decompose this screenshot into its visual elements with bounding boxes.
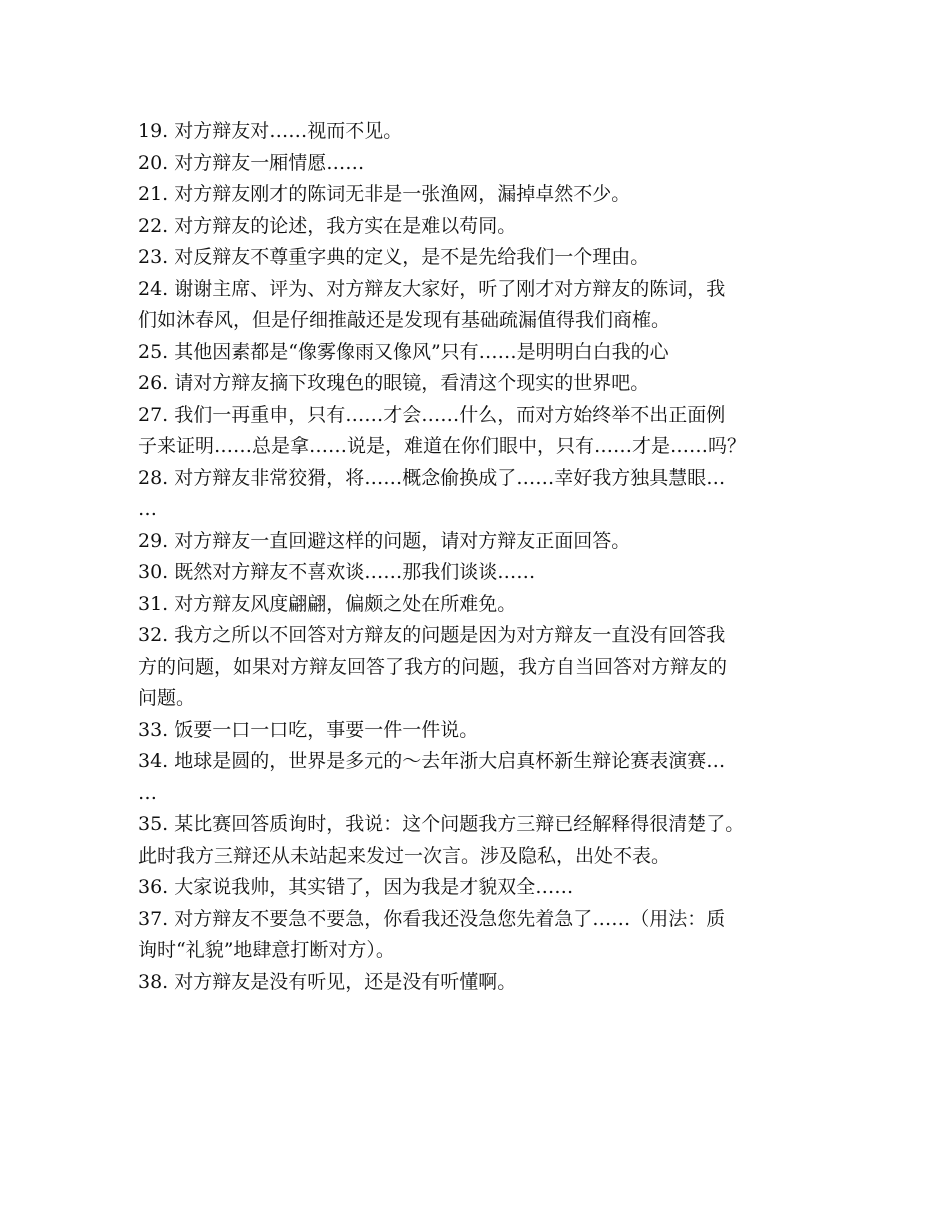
text-line: … [138, 781, 157, 804]
text-line: 34. 地球是圆的，世界是多元的～去年浙大启真杯新生辩论赛表演赛… [138, 750, 726, 772]
text-line: 方的问题，如果对方辩友回答了我方的问题，我方自当回答对方辩友的 [138, 655, 728, 678]
text-line: 35. 某比赛回答质询时，我说：这个问题我方三辩已经解释得很清楚了。 [138, 813, 745, 835]
text-line: 28. 对方辩友非常狡猾，将……概念偷换成了……幸好我方独具慧眼… [138, 466, 726, 489]
text-line: 23. 对反辩友不尊重字典的定义，是不是先给我们一个理由。 [138, 246, 650, 268]
text-line: 37. 对方辩友不要急不要急，你看我还没急您先着急了……（用法：质 [138, 907, 726, 930]
text-line: 30. 既然对方辩友不喜欢谈……那我们谈谈…… [138, 561, 536, 583]
text-line: 26. 请对方辩友摘下玫瑰色的眼镜，看清这个现实的世界吧。 [138, 372, 650, 394]
text-line: 29. 对方辩友一直回避这样的问题，请对方辩友正面回答。 [138, 529, 631, 552]
text-line: 27. 我们一再重申，只有……才会……什么，而对方始终举不出正面例 [138, 403, 726, 426]
text-line: 25. 其他因素都是“像雾像雨又像风”只有……是明明白白我的心 [138, 340, 669, 363]
text-line: 32. 我方之所以不回答对方辩友的问题是因为对方辩友一直没有回答我 [138, 624, 726, 646]
text-line: 子来证明……总是拿……说是，难道在你们眼中，只有……才是……吗？ [138, 435, 747, 457]
text-line: 24. 谢谢主席、评为、对方辩友大家好，听了刚才对方辩友的陈词，我 [138, 277, 726, 300]
text-line: 31. 对方辩友风度翩翩，偏颇之处在所难免。 [138, 592, 517, 615]
text-line: 33. 饭要一口一口吃，事要一件一件说。 [138, 718, 479, 741]
document-body [138, 116, 828, 998]
text-line: 20. 对方辩友一厢情愿…… [138, 151, 365, 174]
text-line: 22. 对方辩友的论述，我方实在是难以苟同。 [138, 214, 517, 237]
text-line: 询时“礼貌”地肆意打断对方）。 [138, 939, 395, 961]
text-line: 21. 对方辩友刚才的陈词无非是一张渔网，漏掉卓然不少。 [138, 183, 631, 205]
text-line: 19. 对方辩友对……视而不见。 [138, 120, 403, 142]
text-line: … [138, 498, 157, 520]
text-line: 此时我方三辩还从未站起来发过一次言。涉及隐私，出处不表。 [138, 844, 671, 867]
text-line: 们如沐春风，但是仔细推敲还是发现有基础疏漏值得我们商榷。 [138, 309, 671, 331]
text-line: 36. 大家说我帅，其实错了，因为我是才貌双全…… [138, 876, 574, 898]
text-line: 问题。 [138, 687, 196, 709]
text-line: 38. 对方辩友是没有听见，还是没有听懂啊。 [138, 970, 517, 993]
